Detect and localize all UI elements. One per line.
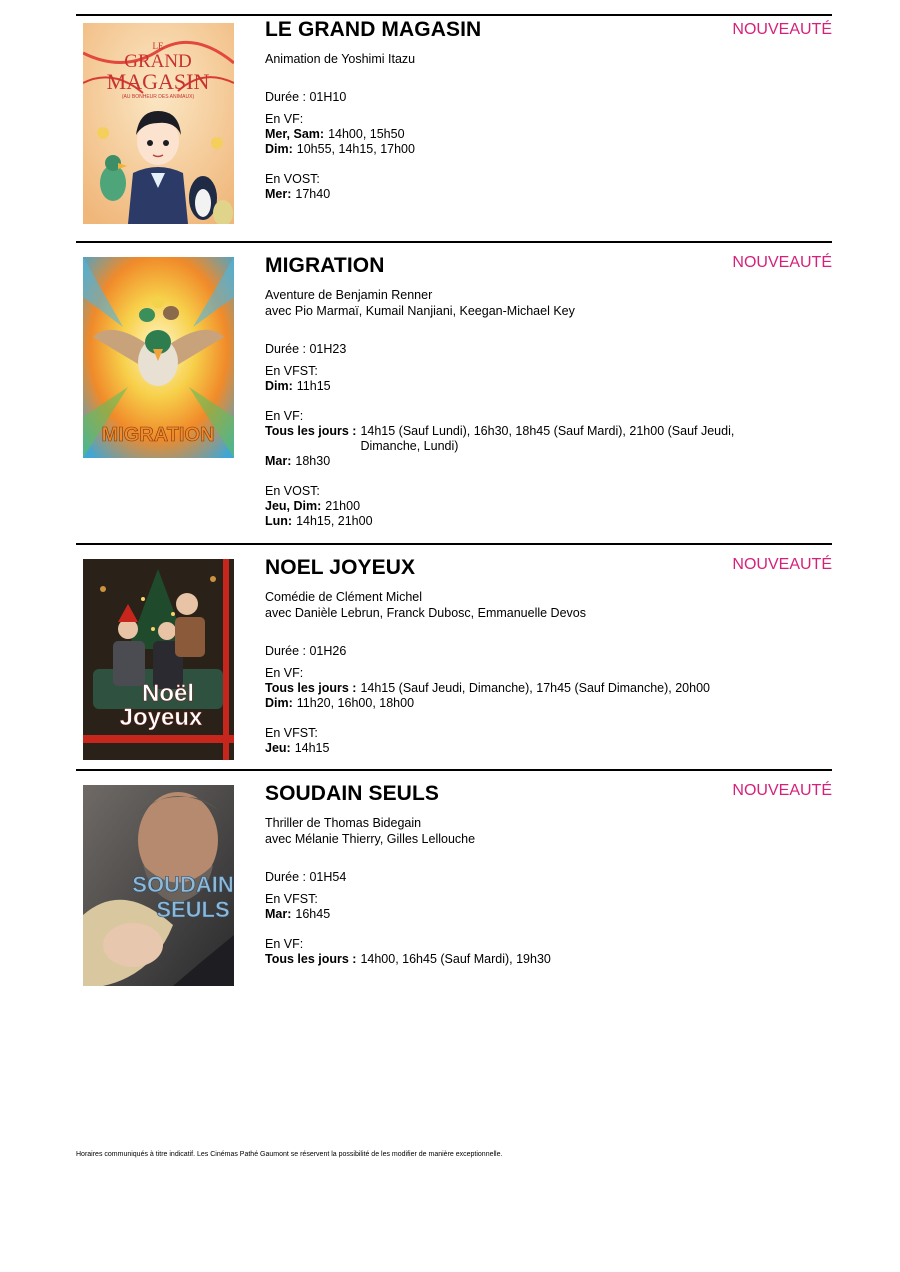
showtime-times: 14h00, 16h45 (Sauf Mardi), 19h30: [360, 952, 551, 966]
film-duration: Durée : 01H54: [265, 870, 347, 884]
version-label: En VOST:: [265, 172, 320, 186]
version-block: [265, 666, 832, 711]
showtime-day: Mer:: [265, 187, 292, 201]
showtime-row: [265, 499, 832, 514]
showtime-row: [265, 681, 832, 696]
showtime-row: [265, 741, 832, 756]
film-info: [265, 555, 832, 756]
version-label: En VFST:: [265, 892, 318, 906]
showtime-times: 10h55, 14h15, 17h00: [296, 142, 415, 156]
version-label: En VF:: [265, 937, 304, 951]
poster-image: [83, 785, 234, 986]
showtime-day: Jeu, Dim:: [265, 499, 322, 513]
showtime-day: Dim:: [265, 696, 293, 710]
showtime-day: Lun:: [265, 514, 293, 528]
version-block: [265, 172, 832, 202]
showtime-row: [265, 907, 832, 922]
version-block: [265, 112, 832, 157]
showtime-times: 14h15 (Sauf Lundi), 16h30, 18h45 (Sauf Mardi), 21h00 (Sauf Jeudi, Dimanche, Lundi): [360, 424, 735, 453]
version-block: [265, 364, 832, 394]
showtime-row: [265, 424, 832, 454]
listing: [76, 14, 832, 995]
showtime-day: Mer, Sam:: [265, 127, 325, 141]
version-label: En VFST:: [265, 364, 318, 378]
poster-title-line: Noël: [141, 680, 195, 707]
version-block: [265, 892, 832, 922]
film-title: LE GRAND MAGASIN: [265, 18, 482, 41]
film-genre: [265, 51, 832, 67]
poster-title-line: Joyeux: [119, 704, 203, 731]
film-card: [76, 543, 832, 769]
film-duration: Durée : 01H10: [265, 90, 347, 104]
version-label: En VF:: [265, 409, 304, 423]
showtime-row: [265, 187, 832, 202]
showtime-day: Tous les jours :: [265, 681, 357, 695]
film-genre: [265, 589, 832, 621]
new-badge: NOUVEAUTÉ: [732, 556, 832, 573]
version-block: [265, 409, 832, 469]
genre-line: avec Mélanie Thierry, Gilles Lellouche: [265, 832, 476, 846]
version-label: En VF:: [265, 112, 304, 126]
version-label: En VFST:: [265, 726, 318, 740]
version-block: [265, 726, 832, 756]
poster-title-line: MAGASIN: [106, 69, 210, 94]
film-title: SOUDAIN SEULS: [265, 782, 439, 805]
showtime-row: [265, 952, 832, 967]
film-info: [265, 17, 832, 202]
showtime-day: Dim:: [265, 379, 293, 393]
poster-image: [83, 23, 234, 224]
film-title: NOEL JOYEUX: [265, 556, 416, 579]
film-genre: [265, 287, 832, 319]
showtime-times: 18h30: [295, 454, 331, 468]
genre-line: Comédie de Clément Michel: [265, 590, 423, 604]
poster-title-line: MIGRATION: [101, 424, 215, 446]
film-duration: Durée : 01H26: [265, 644, 347, 658]
disclaimer: Horaires communiqués à titre indicatif. Les Cinémas Pathé Gaumont se réservent la possibilité de les modifier de manière exceptionnelle.: [76, 1151, 503, 1158]
film-title: MIGRATION: [265, 254, 385, 277]
showtime-row: [265, 127, 832, 142]
showtime-row: [265, 514, 832, 529]
showtime-row: [265, 142, 832, 157]
showtime-times: 11h20, 16h00, 18h00: [296, 696, 415, 710]
poster-title-line: SEULS: [156, 897, 230, 922]
showtime-times: 21h00: [325, 499, 361, 513]
version-label: En VOST:: [265, 484, 320, 498]
showtime-times: 11h15: [296, 379, 331, 393]
showtime-day: Tous les jours :: [265, 424, 357, 438]
new-badge: NOUVEAUTÉ: [732, 782, 832, 799]
film-genre: [265, 815, 832, 847]
poster-title-line: GRAND: [124, 51, 192, 72]
showtime-day: Tous les jours :: [265, 952, 357, 966]
poster-image: [83, 559, 234, 760]
new-badge: NOUVEAUTÉ: [732, 21, 832, 38]
poster-subtitle: (AU BONHEUR DES ANIMAUX): [121, 94, 195, 100]
genre-line: Thriller de Thomas Bidegain: [265, 816, 422, 830]
film-duration: Durée : 01H23: [265, 342, 347, 356]
showtime-row: [265, 379, 832, 394]
genre-line: Animation de Yoshimi Itazu: [265, 52, 416, 66]
poster-title-line: SOUDAIN: [132, 872, 234, 897]
genre-line: Aventure de Benjamin Renner: [265, 288, 433, 302]
version-label: En VF:: [265, 666, 304, 680]
showtime-times: 16h45: [295, 907, 331, 921]
film-card: [76, 241, 832, 543]
showtime-times: 14h00, 15h50: [328, 127, 405, 141]
version-block: [265, 937, 832, 967]
version-block: [265, 484, 832, 529]
poster-image: [83, 257, 234, 458]
showtime-times: 14h15 (Sauf Jeudi, Dimanche), 17h45 (Sauf Dimanche), 20h00: [360, 681, 710, 695]
poster-title-line: LE: [152, 41, 164, 51]
genre-line: avec Danièle Lebrun, Franck Dubosc, Emmanuelle Devos: [265, 606, 586, 620]
showtime-row: [265, 696, 832, 711]
genre-line: avec Pio Marmaï, Kumail Nanjiani, Keegan-Michael Key: [265, 304, 575, 318]
showtime-times: 17h40: [295, 187, 331, 201]
showtime-day: Jeu:: [265, 741, 291, 755]
showtime-times: 14h15: [294, 741, 330, 755]
showtime-row: [265, 454, 832, 469]
showtime-day: Mar:: [265, 454, 292, 468]
film-card: [76, 769, 832, 995]
new-badge: NOUVEAUTÉ: [732, 254, 832, 271]
showtime-times: 14h15, 21h00: [296, 514, 373, 528]
showtime-day: Dim:: [265, 142, 293, 156]
film-info: [265, 253, 832, 529]
showtime-day: Mar:: [265, 907, 292, 921]
film-card: [76, 14, 832, 241]
film-info: [265, 781, 832, 967]
